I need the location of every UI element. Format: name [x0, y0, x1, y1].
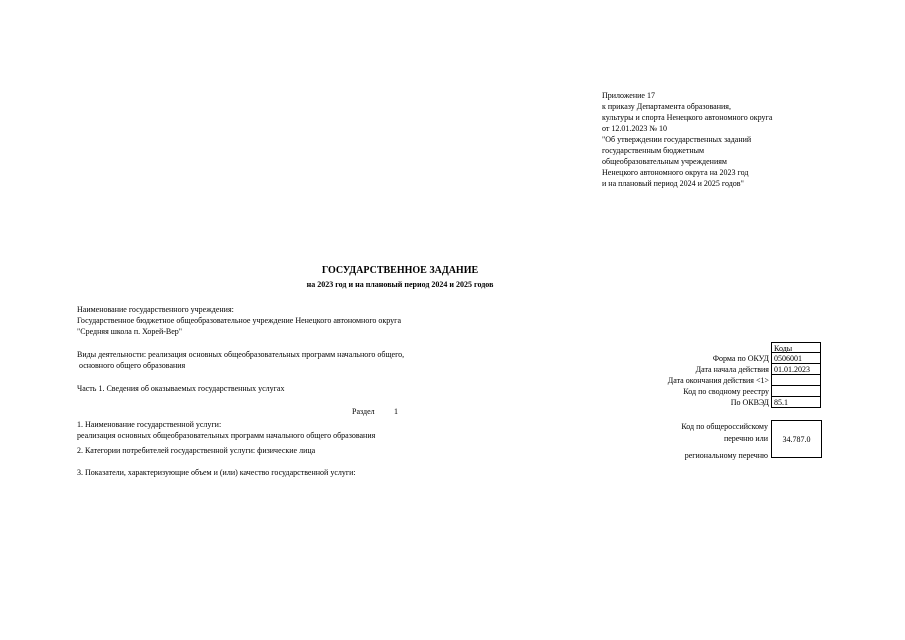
annex-line: Приложение 17 — [602, 91, 655, 100]
service-consumers: 2. Категории потребителей государственной услуги: физические лица — [77, 446, 316, 455]
codes-row-value — [771, 386, 821, 397]
codes-row-value: 85.1 — [771, 397, 821, 408]
codes-row — [653, 386, 821, 397]
registry-label: Код по общероссийскому — [681, 422, 768, 431]
annex-line: от 12.01.2023 № 10 — [602, 124, 668, 133]
activity-line: основного общего образования — [77, 361, 186, 370]
codes-row-label: Форма по ОКУД — [712, 354, 769, 363]
codes-row-value: 01.01.2023 — [771, 364, 821, 375]
annex-block — [602, 90, 772, 189]
activity-line: Виды деятельности: реализация основных общеобразовательных программ начального общего, — [77, 350, 405, 359]
registry-label: перечню или — [723, 434, 768, 443]
registry-code-box — [771, 420, 822, 458]
section-label: Раздел — [352, 407, 375, 416]
annex-line: общеобразовательным учреждениям — [602, 157, 727, 166]
institution-name-short: "Средняя школа п. Хорей-Вер" — [77, 327, 183, 336]
codes-row-value: 0506001 — [771, 353, 821, 364]
codes-row-value — [771, 375, 821, 386]
codes-header: Коды — [771, 342, 821, 353]
codes-row-label: По ОКВЭД — [730, 398, 769, 407]
section-number: 1 — [394, 407, 398, 416]
institution-name: Государственное бюджетное общеобразовательное учреждение Ненецкого автономного округа — [77, 316, 402, 325]
codes-table — [653, 353, 821, 408]
codes-row — [653, 397, 821, 408]
codes-row — [653, 364, 821, 375]
codes-row — [653, 353, 821, 364]
service-indicators: 3. Показатели, характеризующие объем и (или) качество государственной услуги: — [77, 468, 356, 477]
codes-row-label: Код по сводному реестру — [683, 387, 769, 396]
part-heading: Часть 1. Сведения об оказываемых государственных услугах — [77, 384, 285, 393]
registry-code-value: 34.787.0 — [782, 434, 811, 444]
annex-line: государственным бюджетным — [602, 146, 705, 155]
document-subtitle: на 2023 год и на плановый период 2024 и 2025 годов — [306, 280, 494, 289]
codes-row-label: Дата начала действия — [695, 365, 769, 374]
annex-line: "Об утверждении государственных заданий — [602, 135, 752, 144]
registry-label: региональному перечню — [684, 451, 768, 460]
service-name-label: 1. Наименование государственной услуги: — [77, 420, 222, 429]
annex-line: к приказу Департамента образования, — [602, 102, 731, 111]
service-name-value: реализация основных общеобразовательных программ начального общего образования — [77, 431, 376, 440]
codes-row-label: Дата окончания действия <1> — [667, 376, 769, 385]
document-title: ГОСУДАРСТВЕННОЕ ЗАДАНИЕ — [321, 265, 479, 276]
annex-line: культуры и спорта Ненецкого автономного округа — [602, 113, 773, 122]
annex-line: Ненецкого автономного округа на 2023 год — [602, 168, 749, 177]
institution-label: Наименование государственного учреждения: — [77, 305, 234, 314]
annex-line: и на плановый период 2024 и 2025 годов" — [602, 179, 744, 188]
codes-row — [653, 375, 821, 386]
